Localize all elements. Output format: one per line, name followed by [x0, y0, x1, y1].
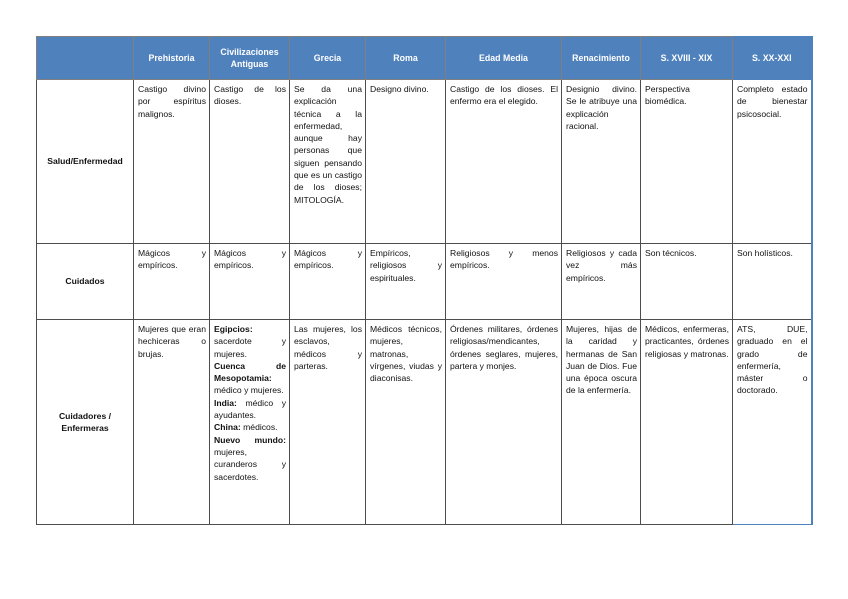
table-cell-civilizaciones — [210, 320, 290, 525]
table-cell: Mágicos y empíricos. — [290, 244, 366, 320]
table-row-salud-enfermedad — [37, 80, 812, 244]
table-cell: Médicos, enfermeras, practicantes, órdenes religiosas y matronas. — [641, 320, 733, 525]
table-cell: Se da una explicación técnica a la enfermedad, aunque hay personas que siguen pensando que es un castigo de los dioses; MITOLOGÍA. — [290, 80, 366, 244]
table-cell: Las mujeres, los esclavos, médicos y parteras. — [290, 320, 366, 525]
table-cell: Castigo de los dioses. El enfermo era el elegido. — [446, 80, 562, 244]
civ-text: médico y ayudantes. — [214, 397, 287, 421]
table-cell: Castigo divino por espíritus malignos. — [134, 80, 210, 244]
table-cell: Mujeres que eran hechiceras o brujas. — [134, 320, 210, 525]
table-cell: Religiosos y menos empíricos. — [446, 244, 562, 320]
row-label-cuidados: Cuidados — [37, 244, 134, 320]
row-label-cuidadores-enfermeras: Cuidadores / Enfermeras — [37, 320, 134, 525]
header-row — [37, 37, 812, 80]
civ-key: Egipcios: — [214, 324, 253, 334]
table-cell: Religiosos y cada vez más empíricos. — [562, 244, 641, 320]
table-cell: Médicos técnicos, mujeres, matronas, vírgenes, viudas y diaconisas. — [366, 320, 446, 525]
civ-key: Nuevo mundo: — [214, 434, 286, 445]
header-renacimiento: Renacimiento — [562, 37, 641, 80]
table-cell: Mágicos y empíricos. — [210, 244, 290, 320]
table-cell: Perspectiva biomédica. — [641, 80, 733, 244]
civ-text: médicos. — [243, 422, 278, 433]
table-cell: ATS, DUE, graduado en el grado de enfermería, máster o doctorado. — [733, 320, 812, 525]
table-cell: Mujeres, hijas de la caridad y hermanas de San Juan de Dios. Fue una época oscura de la enfermería. — [562, 320, 641, 525]
table-row-cuidadores-enfermeras — [37, 320, 812, 525]
header-s-xviii-xix: S. XVIII - XIX — [641, 37, 733, 80]
civ-text: médico y mujeres. — [214, 385, 284, 396]
civ-segment — [214, 434, 286, 483]
table-cell: Designo divino. — [366, 80, 446, 244]
header-civilizaciones-antiguas: Civilizaciones Antiguas — [210, 37, 290, 80]
header-grecia: Grecia — [290, 37, 366, 80]
table-cell: Órdenes militares, órdenes religiosas/mendicantes, órdenes seglares, mujeres, partera y monjes. — [446, 320, 562, 525]
civ-key: Cuenca de Mesopotamia: — [214, 360, 286, 384]
table-cell: Son holísticos. — [733, 244, 812, 320]
table-cell: Castigo de los dioses. — [210, 80, 290, 244]
civ-key: China: — [214, 422, 241, 433]
table-cell: Designio divino. Se le atribuye una explicación racional. — [562, 80, 641, 244]
header-roma: Roma — [366, 37, 446, 80]
row-label-salud-enfermedad: Salud/Enfermedad — [37, 80, 134, 244]
header-s-xx-xxi: S. XX-XXI — [733, 37, 812, 80]
civ-segment — [214, 397, 286, 422]
header-prehistoria: Prehistoria — [134, 37, 210, 80]
table-row-cuidados — [37, 244, 812, 320]
table-cell: Son técnicos. — [641, 244, 733, 320]
table-cell: Completo estado de bienestar psicosocial. — [733, 80, 812, 244]
table-cell: Mágicos y empíricos. — [134, 244, 210, 320]
civ-key: India: — [214, 397, 237, 408]
header-edad-media: Edad Media — [446, 37, 562, 80]
civ-segment — [214, 323, 286, 360]
civ-segment — [214, 421, 286, 433]
civ-segment — [214, 360, 286, 397]
table-cell: Empíricos, religiosos y espirituales. — [366, 244, 446, 320]
civ-text: sacerdote y mujeres. — [214, 336, 286, 359]
header-corner — [37, 37, 134, 80]
history-comparison-table — [36, 36, 813, 525]
civ-text: mujeres, curanderos y sacerdotes. — [214, 446, 286, 482]
